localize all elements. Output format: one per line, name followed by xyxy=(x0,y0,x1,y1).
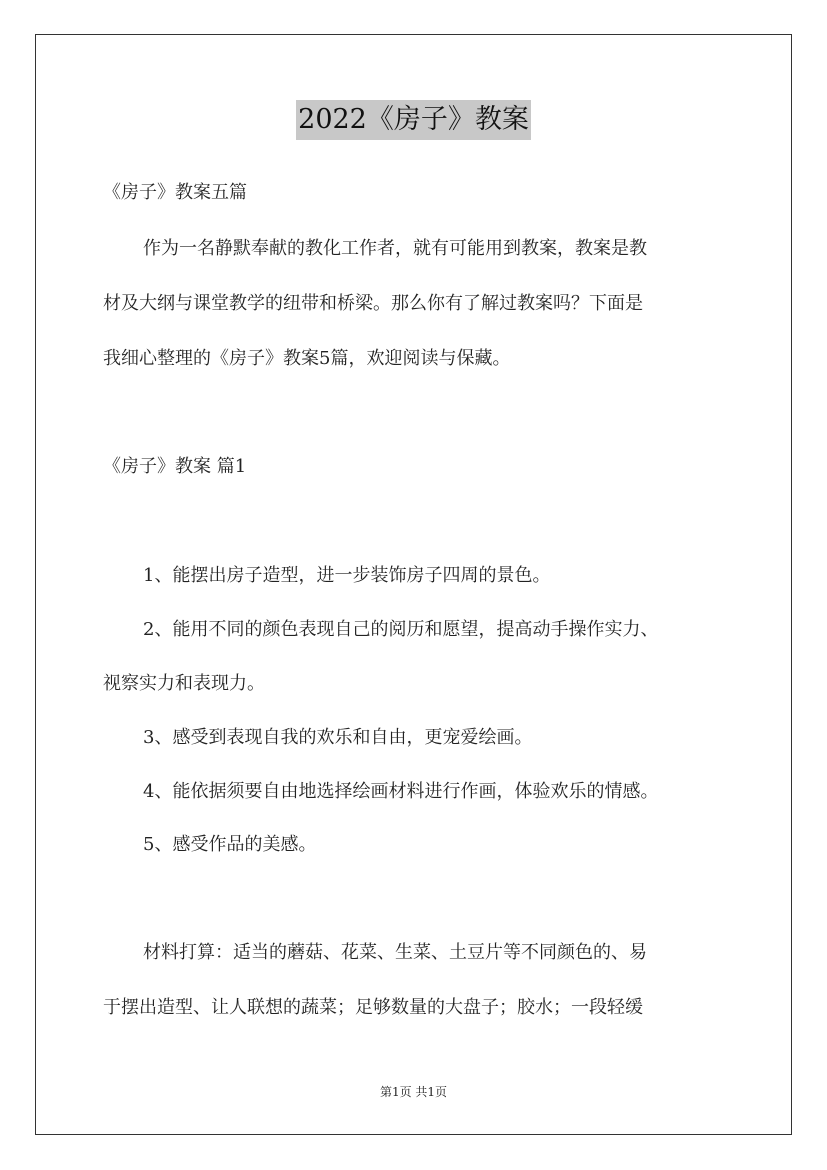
goal-2-continued: 视察实力和表现力。 xyxy=(103,673,265,694)
page-number: 第1页 共1页 xyxy=(379,1085,448,1099)
intro-line-1: 作为一名静默奉献的教化工作者，就有可能用到教案，教案是教 xyxy=(143,238,647,259)
goal-2: 2、能用不同的颜色表现自己的阅历和愿望，提高动手操作实力、 xyxy=(143,619,659,640)
goal-5: 5、感受作品的美感。 xyxy=(143,834,317,855)
goal-1: 1、能摆出房子造型，进一步装饰房子四周的景色。 xyxy=(143,565,551,586)
section-heading: 《房子》教案 篇1 xyxy=(103,456,247,477)
subtitle: 《房子》教案五篇 xyxy=(103,182,247,203)
goal-4: 4、能依据须要自由地选择绘画材料进行作画，体验欢乐的情感。 xyxy=(143,781,659,802)
document-title-container xyxy=(0,100,827,140)
intro-line-2: 材及大纲与课堂教学的纽带和桥梁。那么你有了解过教案吗？下面是 xyxy=(103,293,643,314)
goal-3: 3、感受到表现自我的欢乐和自由，更宠爱绘画。 xyxy=(143,727,533,748)
intro-line-3: 我细心整理的《房子》教案5篇，欢迎阅读与保藏。 xyxy=(103,348,511,369)
materials-line-2: 于摆出造型、让人联想的蔬菜；足够数量的大盘子；胶水；一段轻缓 xyxy=(103,997,643,1018)
document-title: 2022《房子》教案 xyxy=(296,100,531,140)
materials-line-1: 材料打算：适当的蘑菇、花菜、生菜、土豆片等不同颜色的、易 xyxy=(143,942,647,963)
